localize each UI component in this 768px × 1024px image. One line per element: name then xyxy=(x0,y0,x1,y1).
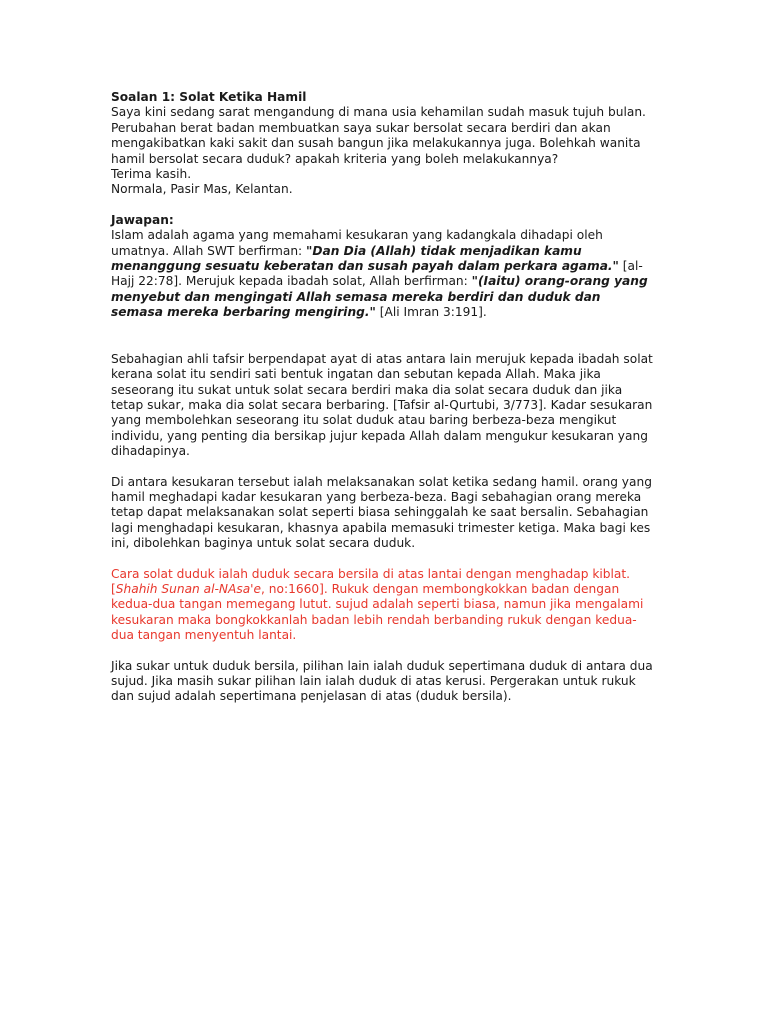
spacer xyxy=(111,552,656,567)
cara-solat-part-2: , no:1660]. Rukuk dengan membongkokkan badan dengan kedua-dua tangan memegang lutut. sujud adalah seperti biasa, namun jika mengalami kesukaran maka bongkokkanlah badan lebih rendah berbanding rukuk dengan kedua-dua tangan menyentuh lantai. xyxy=(111,581,644,643)
paragraph-cara-solat xyxy=(111,567,656,644)
sender-line: Normala, Pasir Mas, Kelantan. xyxy=(111,182,293,197)
question-body: Saya kini sedang sarat mengandung di mana usia kehamilan sudah masuk tujuh bulan. Perubahan berat badan membuatkan saya sukar bersolat secara berdiri dan akan mengakibatkan kaki sakit dan susah bangun jika melakukannya juga. Bolehkah wanita hamil bersolat secara duduk? apakah kriteria yang boleh melakukannya? xyxy=(111,105,646,166)
thanks-line: Terima kasih. xyxy=(111,167,192,182)
answer-intro: Islam adalah agama yang memahami kesukaran yang kadangkala dihadapi oleh umatnya. Allah SWT berfirman: xyxy=(111,228,603,258)
paragraph-kerusi: Jika sukar untuk duduk bersila, pilihan lain ialah duduk sepertimana duduk di antara dua sujud. Jika masih sukar pilihan lain ialah duduk di atas kerusi. Pergerakan untuk rukuk dan sujud adalah sepertimana penjelasan di atas (duduk bersila). xyxy=(111,658,653,704)
cara-solat-part-1: Cara solat duduk ialah duduk secara bersila di atas lantai dengan menghadap kiblat. [ xyxy=(111,566,631,596)
spacer xyxy=(111,460,656,475)
spacer xyxy=(111,198,656,213)
answer-title: Jawapan: xyxy=(111,212,174,227)
reference-hajj: [al-Hajj 22:78]. Merujuk kepada ibadah solat, Allah berfirman: xyxy=(111,259,643,289)
spacer xyxy=(111,321,656,352)
reference-ali-imran: [Ali Imran 3:191]. xyxy=(375,305,487,320)
paragraph-hamil: Di antara kesukaran tersebut ialah melaksanakan solat ketika sedang hamil. orang yang hamil meghadapi kadar kesukaran yang berbeza-beza. Bagi sebahagian orang mereka tetap dapat melaksanakan solat seperti biasa sehinggalah ke saat bersalin. Sebahagian lagi menghadapi kesukaran, khasnya apabila memasuki trimester ketiga. Maka bagi kes ini, dibolehkan baginya untuk solat secara duduk. xyxy=(111,474,652,551)
answer-paragraph xyxy=(111,228,656,320)
question-title: Soalan 1: Solat Ketika Hamil xyxy=(111,90,307,104)
spacer xyxy=(111,644,656,659)
document-page xyxy=(111,90,656,705)
verse-hajj: "Dan Dia (Allah) tidak menjadikan kamu menanggung sesuatu keberatan dan susah payah dalam perkara agama." xyxy=(111,243,619,274)
hadith-reference: Shahih Sunan al-NAsa'e xyxy=(115,581,262,596)
paragraph-tafsir: Sebahagian ahli tafsir berpendapat ayat di atas antara lain merujuk kepada ibadah solat kerana solat itu sendiri sati bentuk ingatan dan sebutan kepada Allah. Maka jika seseorang itu sukat untuk solat secara berdiri maka dia solat secara duduk dan jika tetap sukar, maka dia solat secara berbaring. [Tafsir al-Qurtubi, 3/773]. Kadar sesukaran yang membolehkan seseorang itu solat duduk atau baring berbeza-beza mengikut individu, yang penting dia bersikap jujur kepada Allah dalam mengukur kesukaran yang dihadapinya. xyxy=(111,351,653,459)
verse-ali-imran: "(Iaitu) orang-orang yang menyebut dan mengingati Allah semasa mereka berdiri dan duduk dan semasa mereka berbaring mengiring." xyxy=(111,274,648,320)
